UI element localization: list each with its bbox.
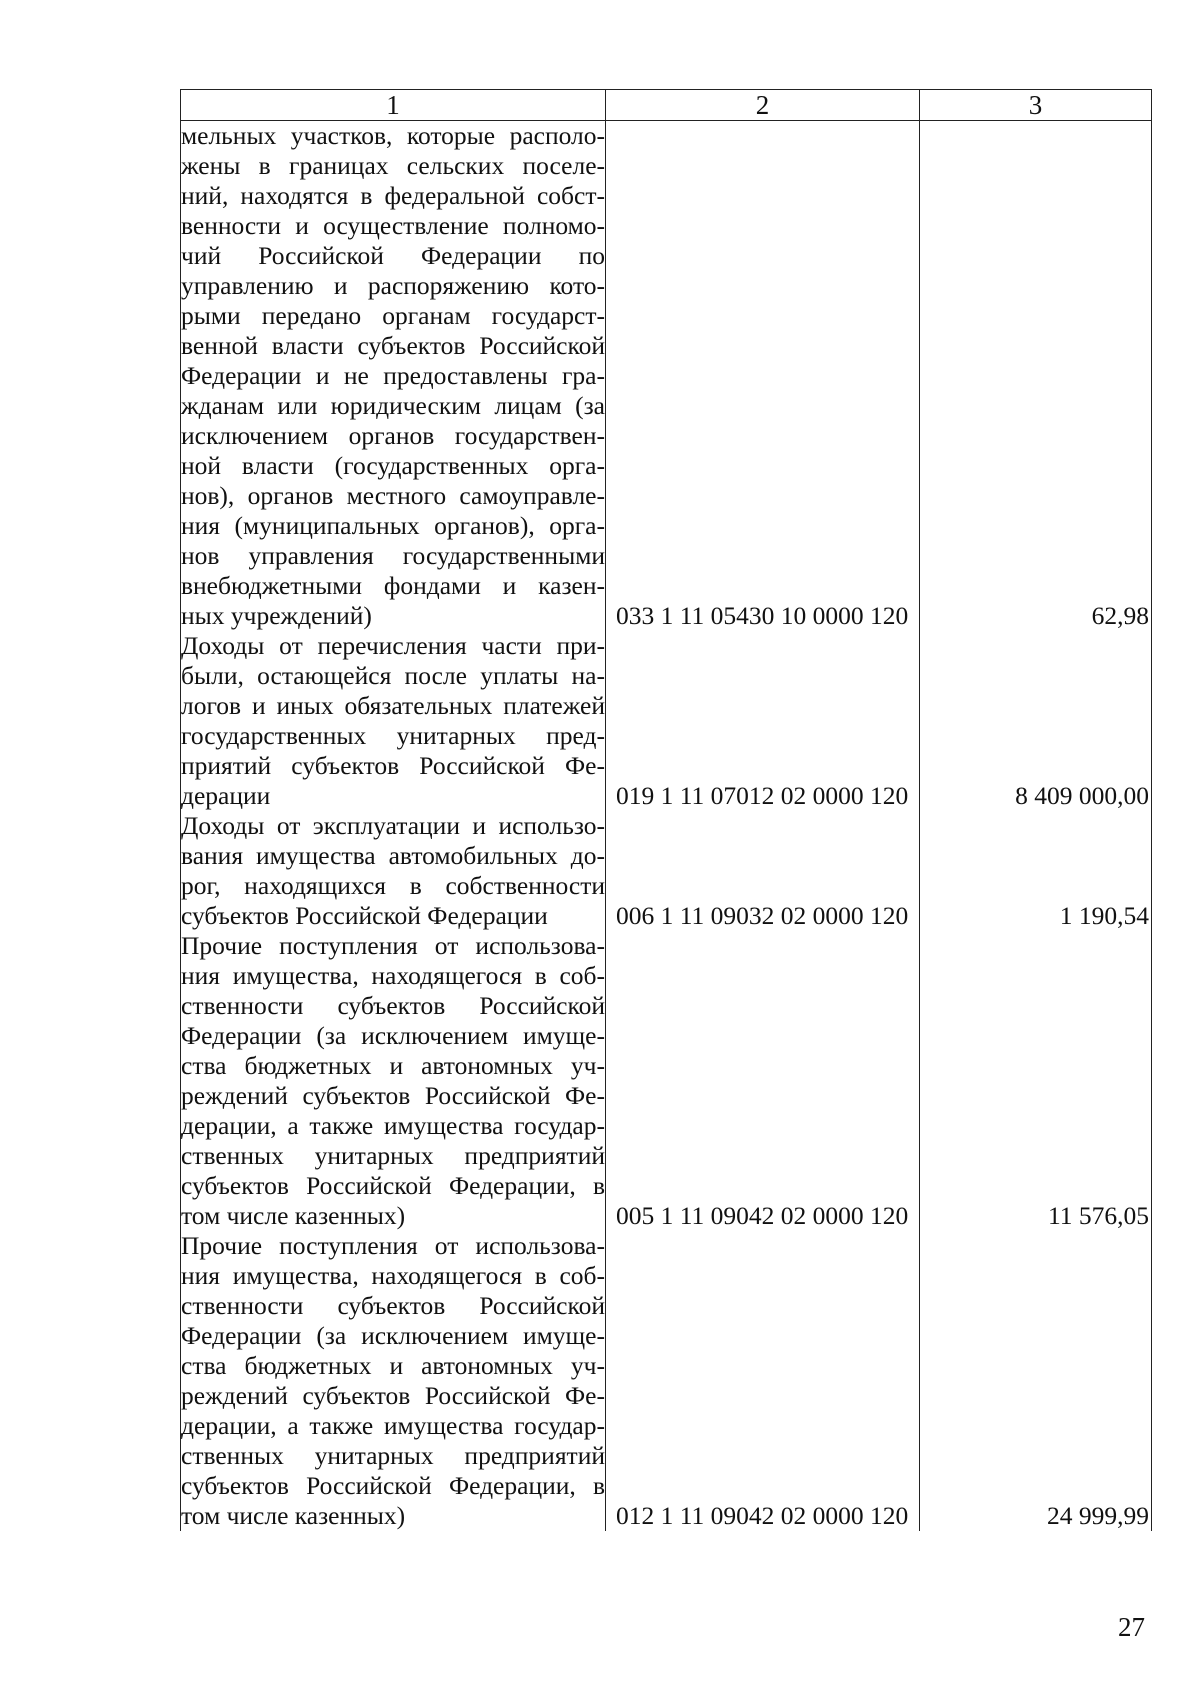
description-line: венности и осуществление полномо- (181, 211, 605, 240)
description-line: реждений субъектов Российской Фе- (181, 1081, 605, 1110)
table-row (181, 631, 1152, 811)
description-line: дерации (181, 781, 271, 810)
table-header-row (181, 90, 1152, 121)
description-line: мельных участков, которые располо- (181, 121, 605, 150)
description-line: Федерации и не предоставлены гра- (181, 361, 605, 390)
amount-value: 11 576,05 (920, 931, 1152, 1231)
amount-value: 1 190,54 (920, 811, 1152, 931)
description-line: жданам или юридическим лицам (за (181, 391, 605, 420)
revenue-description (181, 931, 606, 1231)
description-line: приятий субъектов Российской Фе- (181, 751, 605, 780)
budget-classification-code: 033 1 11 05430 10 0000 120 (606, 121, 920, 632)
column-header-1: 1 (181, 90, 606, 121)
column-header-2: 2 (606, 90, 920, 121)
description-line: Федерации (за исключением имуще- (181, 1021, 605, 1050)
description-line: нов управления государственными (181, 541, 605, 570)
description-line: нов), органов местного самоуправле- (181, 481, 605, 510)
budget-classification-code: 019 1 11 07012 02 0000 120 (606, 631, 920, 811)
description-line: рыми передано органам государст- (181, 301, 605, 330)
description-line: венной власти субъектов Российской (181, 331, 605, 360)
table-body (181, 121, 1152, 1532)
budget-classification-code: 005 1 11 09042 02 0000 120 (606, 931, 920, 1231)
revenue-description (181, 811, 606, 931)
description-line: ний, находятся в федеральной собст- (181, 181, 605, 210)
amount-value: 24 999,99 (920, 1231, 1152, 1531)
description-line: ства бюджетных и автономных уч- (181, 1351, 605, 1380)
table-row (181, 1231, 1152, 1531)
amount-value: 62,98 (920, 121, 1152, 632)
description-line: ства бюджетных и автономных уч- (181, 1051, 605, 1080)
description-line: субъектов Российской Федерации (181, 901, 548, 930)
description-line: логов и иных обязательных платежей (181, 691, 605, 720)
description-line: были, остающейся после уплаты на- (181, 661, 605, 690)
description-line: Прочие поступления от использова- (181, 1231, 605, 1260)
description-line: чий Российской Федерации по (181, 241, 605, 270)
description-line: вания имущества автомобильных до- (181, 841, 605, 870)
description-line: внебюджетными фондами и казен- (181, 571, 605, 600)
table-row (181, 931, 1152, 1231)
description-line: том числе казенных) (181, 1201, 406, 1230)
description-line: рог, находящихся в собственности (181, 871, 605, 900)
revenue-description (181, 631, 606, 811)
description-line: ния (муниципальных органов), орга- (181, 511, 605, 540)
revenue-description (181, 121, 606, 632)
description-line: реждений субъектов Российской Фе- (181, 1381, 605, 1410)
description-line: жены в границах сельских поселе- (181, 151, 605, 180)
description-line: исключением органов государствен- (181, 421, 605, 450)
description-line: ных учреждений) (181, 601, 372, 630)
description-line: ной власти (государственных орга- (181, 451, 605, 480)
table-row (181, 121, 1152, 632)
description-line: Прочие поступления от использова- (181, 931, 605, 960)
description-line: Федерации (за исключением имуще- (181, 1321, 605, 1350)
description-line: субъектов Российской Федерации, в (181, 1471, 605, 1500)
description-line: Доходы от эксплуатации и использо- (181, 811, 605, 840)
description-line: ственных унитарных предприятий (181, 1141, 605, 1170)
page-number: 27 (1118, 1612, 1145, 1642)
revenue-table (180, 89, 1152, 1531)
description-line: государственных унитарных пред- (181, 721, 605, 750)
budget-classification-code: 012 1 11 09042 02 0000 120 (606, 1231, 920, 1531)
description-line: ния имущества, находящегося в соб- (181, 961, 605, 990)
description-line: дерации, а также имущества государ- (181, 1411, 605, 1440)
column-header-3: 3 (920, 90, 1152, 121)
revenue-description (181, 1231, 606, 1531)
amount-value: 8 409 000,00 (920, 631, 1152, 811)
table-row (181, 811, 1152, 931)
description-line: дерации, а также имущества государ- (181, 1111, 605, 1140)
description-line: ния имущества, находящегося в соб- (181, 1261, 605, 1290)
budget-classification-code: 006 1 11 09032 02 0000 120 (606, 811, 920, 931)
description-line: Доходы от перечисления части при- (181, 631, 605, 660)
description-line: субъектов Российской Федерации, в (181, 1171, 605, 1200)
description-line: управлению и распоряжению кото- (181, 271, 605, 300)
description-line: ственных унитарных предприятий (181, 1441, 605, 1470)
description-line: том числе казенных) (181, 1501, 406, 1530)
description-line: ственности субъектов Российской (181, 1291, 605, 1320)
description-line: ственности субъектов Российской (181, 991, 605, 1020)
